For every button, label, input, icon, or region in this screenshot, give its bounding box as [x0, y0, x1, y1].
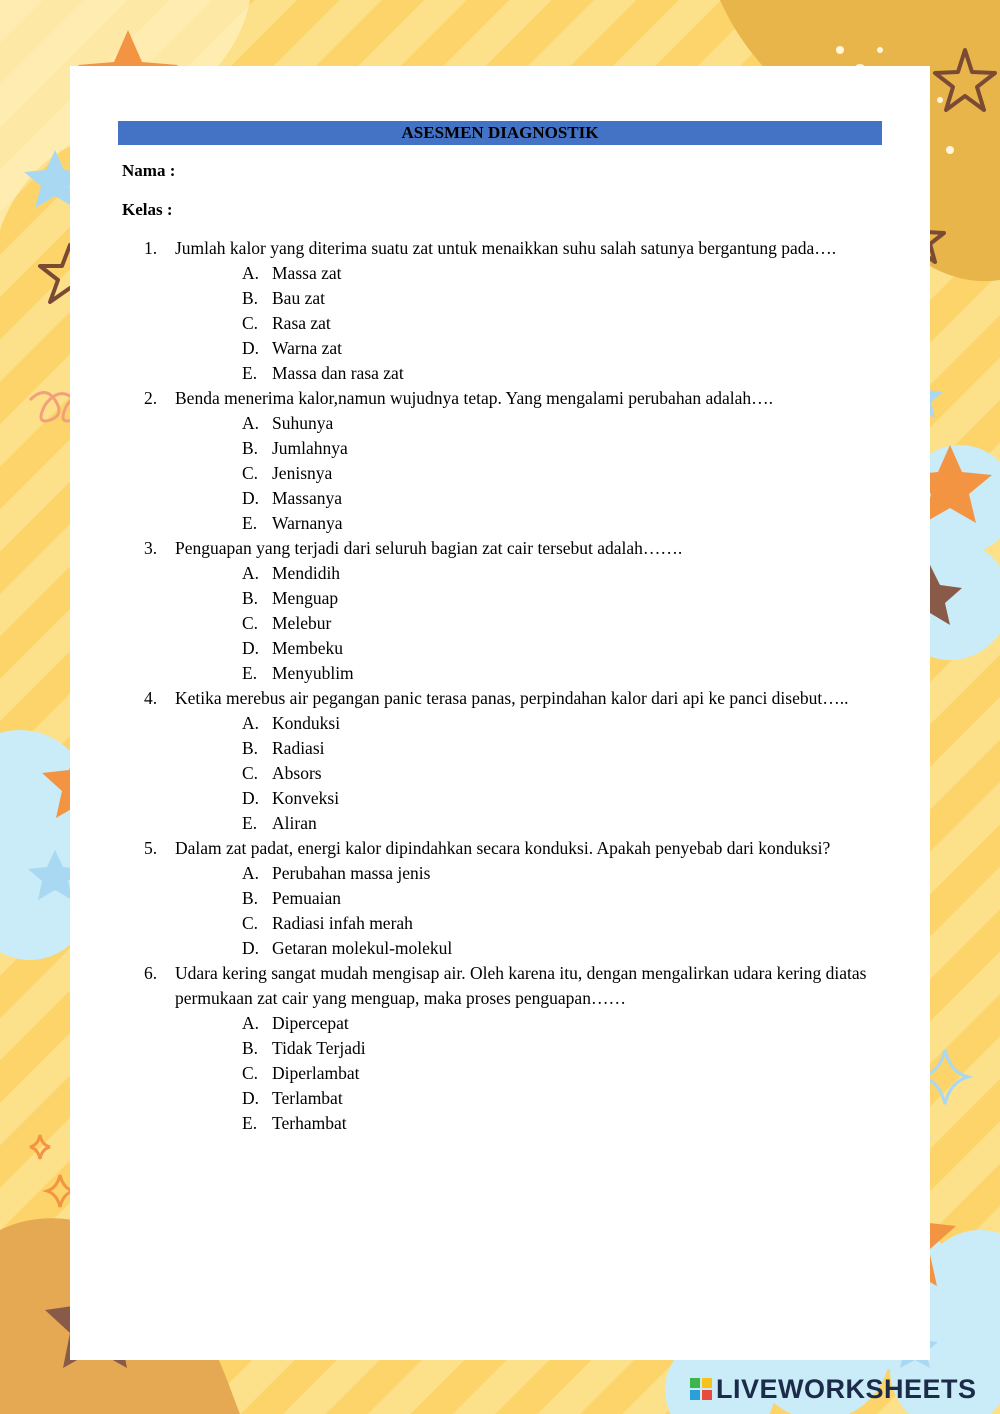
option-text: Konduksi — [272, 713, 341, 733]
option-text: Membeku — [272, 638, 343, 658]
option-a[interactable] — [242, 711, 880, 736]
option-c[interactable] — [242, 911, 880, 936]
option-a[interactable] — [242, 1011, 880, 1036]
option-letter: C. — [242, 763, 259, 783]
question-number: 2. — [144, 388, 158, 408]
option-text: Warnanya — [272, 513, 343, 533]
question-3 — [140, 536, 880, 686]
option-letter: A. — [242, 413, 260, 433]
question-5 — [140, 836, 880, 961]
option-letter: B. — [242, 738, 259, 758]
question-number: 5. — [144, 838, 158, 858]
option-letter: C. — [242, 913, 259, 933]
option-letter: D. — [242, 638, 260, 658]
option-letter: B. — [242, 588, 259, 608]
option-text: Melebur — [272, 613, 332, 633]
option-text: Tidak Terjadi — [272, 1038, 366, 1058]
option-e[interactable] — [242, 661, 880, 686]
option-list — [175, 261, 880, 386]
option-text: Massa zat — [272, 263, 342, 283]
option-e[interactable] — [242, 361, 880, 386]
option-letter: E. — [242, 363, 258, 383]
option-letter: E. — [242, 813, 258, 833]
option-text: Jumlahnya — [272, 438, 348, 458]
option-text: Massanya — [272, 488, 342, 508]
option-letter: A. — [242, 263, 260, 283]
option-letter: B. — [242, 288, 259, 308]
option-b[interactable] — [242, 886, 880, 911]
name-field-label: Nama : — [122, 161, 176, 180]
option-c[interactable] — [242, 311, 880, 336]
option-letter: C. — [242, 313, 259, 333]
option-text: Menguap — [272, 588, 339, 608]
option-letter: D. — [242, 938, 260, 958]
option-text: Terlambat — [272, 1088, 343, 1108]
option-list — [175, 711, 880, 836]
question-number: 6. — [144, 963, 158, 983]
option-letter: B. — [242, 888, 259, 908]
option-list — [175, 1011, 880, 1136]
option-letter: B. — [242, 1038, 259, 1058]
option-text: Dipercepat — [272, 1013, 349, 1033]
question-1 — [140, 236, 880, 386]
option-letter: E. — [242, 513, 258, 533]
option-text: Radiasi — [272, 738, 325, 758]
question-text: Jumlah kalor yang diterima suatu zat untuk menaikkan suhu salah satunya bergantung pada…. — [175, 238, 837, 258]
option-d[interactable] — [242, 786, 880, 811]
option-letter: E. — [242, 1113, 258, 1133]
option-c[interactable] — [242, 1061, 880, 1086]
option-text: Aliran — [272, 813, 317, 833]
logo-text: LIVEWORKSHEETS — [716, 1373, 977, 1404]
option-e[interactable] — [242, 511, 880, 536]
option-e[interactable] — [242, 811, 880, 836]
option-d[interactable] — [242, 336, 880, 361]
option-text: Bau zat — [272, 288, 325, 308]
liveworksheets-logo[interactable] — [690, 1373, 977, 1405]
option-letter: D. — [242, 488, 260, 508]
option-letter: C. — [242, 463, 259, 483]
option-text: Perubahan massa jenis — [272, 863, 431, 883]
question-number: 3. — [144, 538, 158, 558]
option-d[interactable] — [242, 1086, 880, 1111]
option-letter: A. — [242, 863, 260, 883]
option-e[interactable] — [242, 1111, 880, 1136]
option-text: Mendidih — [272, 563, 341, 583]
option-d[interactable] — [242, 636, 880, 661]
option-text: Getaran molekul-molekul — [272, 938, 453, 958]
option-letter: A. — [242, 1013, 260, 1033]
option-a[interactable] — [242, 561, 880, 586]
option-letter: A. — [242, 713, 260, 733]
option-text: Diperlambat — [272, 1063, 360, 1083]
option-c[interactable] — [242, 461, 880, 486]
option-list — [175, 411, 880, 536]
option-letter: B. — [242, 438, 259, 458]
question-text: Udara kering sangat mudah mengisap air. Oleh karena itu, dengan mengalirkan udara kering diatas permukaan zat cair yang menguap, maka proses penguapan…… — [175, 963, 867, 1008]
option-text: Terhambat — [272, 1113, 347, 1133]
class-field-label: Kelas : — [122, 200, 173, 219]
option-letter: D. — [242, 1088, 260, 1108]
option-letter: D. — [242, 338, 260, 358]
question-6 — [140, 961, 880, 1136]
option-text: Warna zat — [272, 338, 342, 358]
option-letter: E. — [242, 663, 258, 683]
option-text: Radiasi infah merah — [272, 913, 413, 933]
option-c[interactable] — [242, 761, 880, 786]
question-4 — [140, 686, 880, 836]
question-text: Penguapan yang terjadi dari seluruh bagian zat cair tersebut adalah……. — [175, 538, 683, 558]
option-text: Absors — [272, 763, 322, 783]
option-letter: C. — [242, 613, 259, 633]
option-a[interactable] — [242, 861, 880, 886]
option-letter: D. — [242, 788, 260, 808]
option-text: Pemuaian — [272, 888, 342, 908]
question-text: Benda menerima kalor,namun wujudnya tetap. Yang mengalami perubahan adalah…. — [175, 388, 774, 408]
question-text: Ketika merebus air pegangan panic terasa panas, perpindahan kalor dari api ke panci disebut….. — [175, 688, 849, 708]
option-letter: A. — [242, 563, 260, 583]
option-list — [175, 561, 880, 686]
page-title: ASESMEN DIAGNOSTIK — [118, 121, 882, 145]
question-2 — [140, 386, 880, 536]
option-b[interactable] — [242, 286, 880, 311]
option-text: Suhunya — [272, 413, 334, 433]
option-d[interactable] — [242, 486, 880, 511]
logo-mark-icon — [690, 1378, 712, 1400]
option-text: Menyublim — [272, 663, 354, 683]
question-text: Dalam zat padat, energi kalor dipindahkan secara konduksi. Apakah penyebab dari konduksi? — [175, 838, 831, 858]
option-text: Massa dan rasa zat — [272, 363, 404, 383]
question-number: 1. — [144, 238, 158, 258]
option-a[interactable] — [242, 261, 880, 286]
option-b[interactable] — [242, 436, 880, 461]
option-b[interactable] — [242, 736, 880, 761]
option-a[interactable] — [242, 411, 880, 436]
option-b[interactable] — [242, 1036, 880, 1061]
option-text: Rasa zat — [272, 313, 331, 333]
option-d[interactable] — [242, 936, 880, 961]
option-text: Jenisnya — [272, 463, 333, 483]
question-number: 4. — [144, 688, 158, 708]
question-list — [140, 236, 880, 1136]
option-letter: C. — [242, 1063, 259, 1083]
option-list — [175, 861, 880, 961]
option-text: Konveksi — [272, 788, 340, 808]
option-c[interactable] — [242, 611, 880, 636]
option-b[interactable] — [242, 586, 880, 611]
